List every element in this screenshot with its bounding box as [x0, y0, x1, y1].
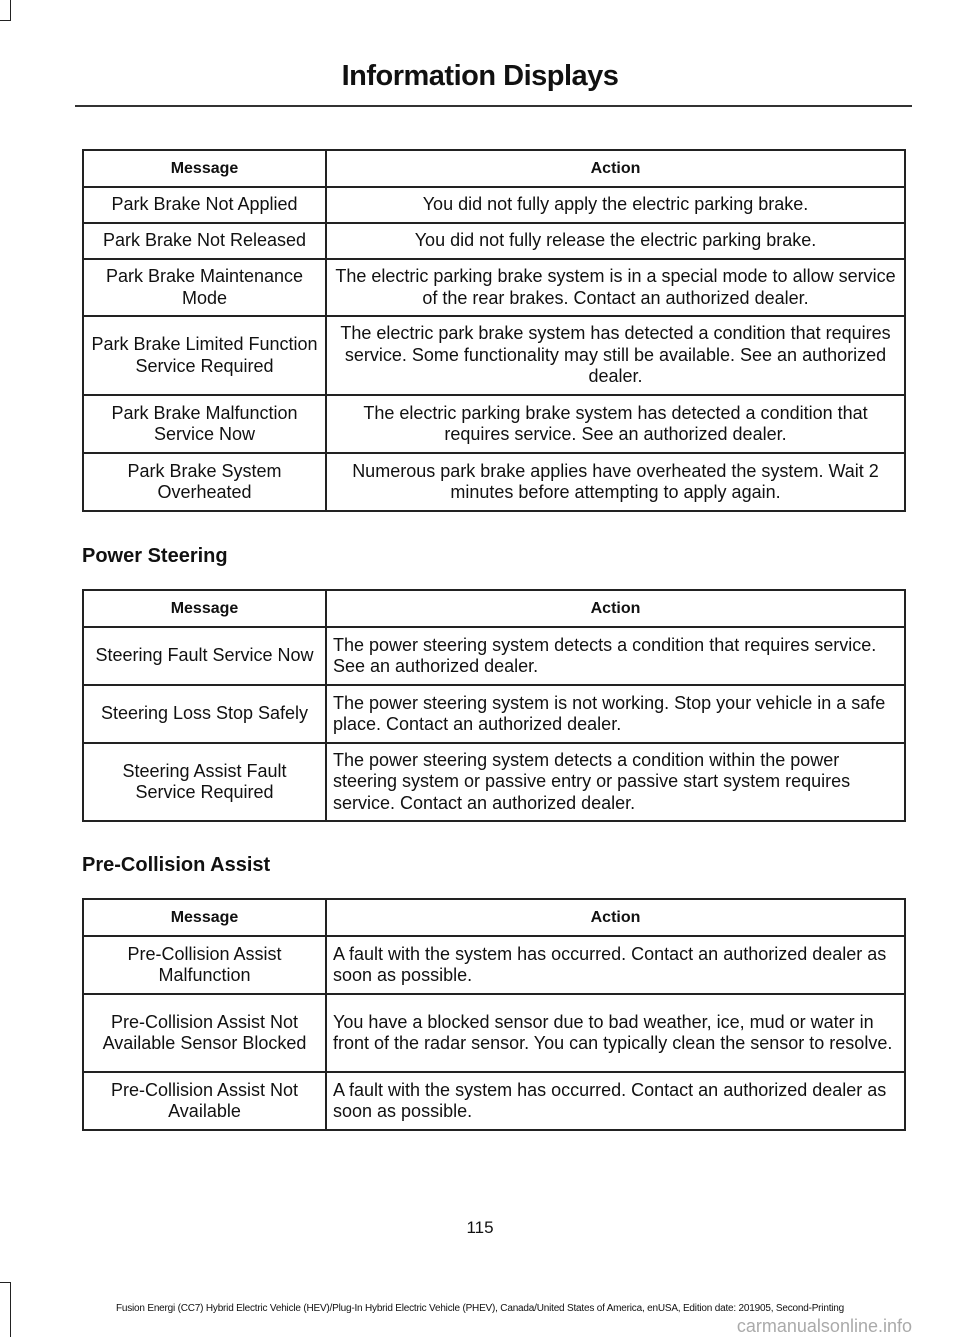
column-header-message: Message [83, 150, 326, 187]
message-cell: Park Brake Limited Function Service Required [83, 316, 326, 395]
table-row [83, 1072, 905, 1130]
message-cell: Park Brake Not Released [83, 223, 326, 259]
header-divider [75, 105, 912, 107]
park-brake-table [82, 149, 906, 512]
table-row [83, 936, 905, 994]
message-cell: Pre-Collision Assist Malfunction [83, 936, 326, 994]
table-row [83, 743, 905, 821]
action-cell: Numerous park brake applies have overheated the system. Wait 2 minutes before attempting to apply again. [326, 453, 905, 511]
section-heading-power-steering: Power Steering [82, 545, 228, 567]
message-cell: Steering Loss Stop Safely [83, 685, 326, 743]
table-row [83, 223, 905, 259]
table-row [83, 453, 905, 511]
message-cell: Park Brake Not Applied [83, 187, 326, 223]
message-cell: Pre-Collision Assist Not Available Sensor Blocked [83, 994, 326, 1072]
column-header-message: Message [83, 899, 326, 936]
message-cell: Pre-Collision Assist Not Available [83, 1072, 326, 1130]
footer-edition-text: Fusion Energi (CC7) Hybrid Electric Vehicle (HEV)/Plug-In Hybrid Electric Vehicle (PHEV), Canada/United States of America, enUSA, Edition date: 201905, Second-Printing [115, 1303, 845, 1314]
pre-collision-assist-table [82, 898, 906, 1131]
section-heading-pre-collision-assist: Pre-Collision Assist [82, 854, 271, 876]
table-row [83, 395, 905, 453]
action-cell: The electric parking brake system is in a special mode to allow service of the rear brakes. Contact an authorized dealer. [326, 259, 905, 316]
column-header-message: Message [83, 590, 326, 627]
message-cell: Steering Fault Service Now [83, 627, 326, 685]
column-header-action: Action [326, 590, 905, 627]
table-row [83, 259, 905, 316]
action-cell: You have a blocked sensor due to bad weather, ice, mud or water in front of the radar sensor. You can typically clean the sensor to resolve. [326, 994, 905, 1072]
power-steering-table [82, 589, 906, 822]
action-cell: The electric park brake system has detected a condition that requires service. Some functionality may still be available. See an authorized dealer. [326, 316, 905, 395]
table-row [83, 685, 905, 743]
watermark: carmanualsonline.info [736, 1316, 912, 1336]
table-row [83, 627, 905, 685]
action-cell: A fault with the system has occurred. Contact an authorized dealer as soon as possible. [326, 1072, 905, 1130]
action-cell: You did not fully apply the electric parking brake. [326, 187, 905, 223]
table-row [83, 994, 905, 1072]
table-row [83, 187, 905, 223]
action-cell: The power steering system is not working. Stop your vehicle in a safe place. Contact an authorized dealer. [326, 685, 905, 743]
action-cell: You did not fully release the electric parking brake. [326, 223, 905, 259]
column-header-action: Action [326, 150, 905, 187]
message-cell: Steering Assist Fault Service Required [83, 743, 326, 821]
message-cell: Park Brake Maintenance Mode [83, 259, 326, 316]
action-cell: The power steering system detects a condition that requires service. See an authorized dealer. [326, 627, 905, 685]
action-cell: A fault with the system has occurred. Contact an authorized dealer as soon as possible. [326, 936, 905, 994]
crop-mark [0, 0, 11, 21]
action-cell: The power steering system detects a condition within the power steering system or passive entry or passive start system requires service. Contact an authorized dealer. [326, 743, 905, 821]
table-row [83, 316, 905, 395]
column-header-action: Action [326, 899, 905, 936]
page-number: 115 [466, 1218, 494, 1237]
message-cell: Park Brake System Overheated [83, 453, 326, 511]
message-cell: Park Brake Malfunction Service Now [83, 395, 326, 453]
page-title: Information Displays [341, 60, 619, 92]
action-cell: The electric parking brake system has detected a condition that requires service. See an authorized dealer. [326, 395, 905, 453]
